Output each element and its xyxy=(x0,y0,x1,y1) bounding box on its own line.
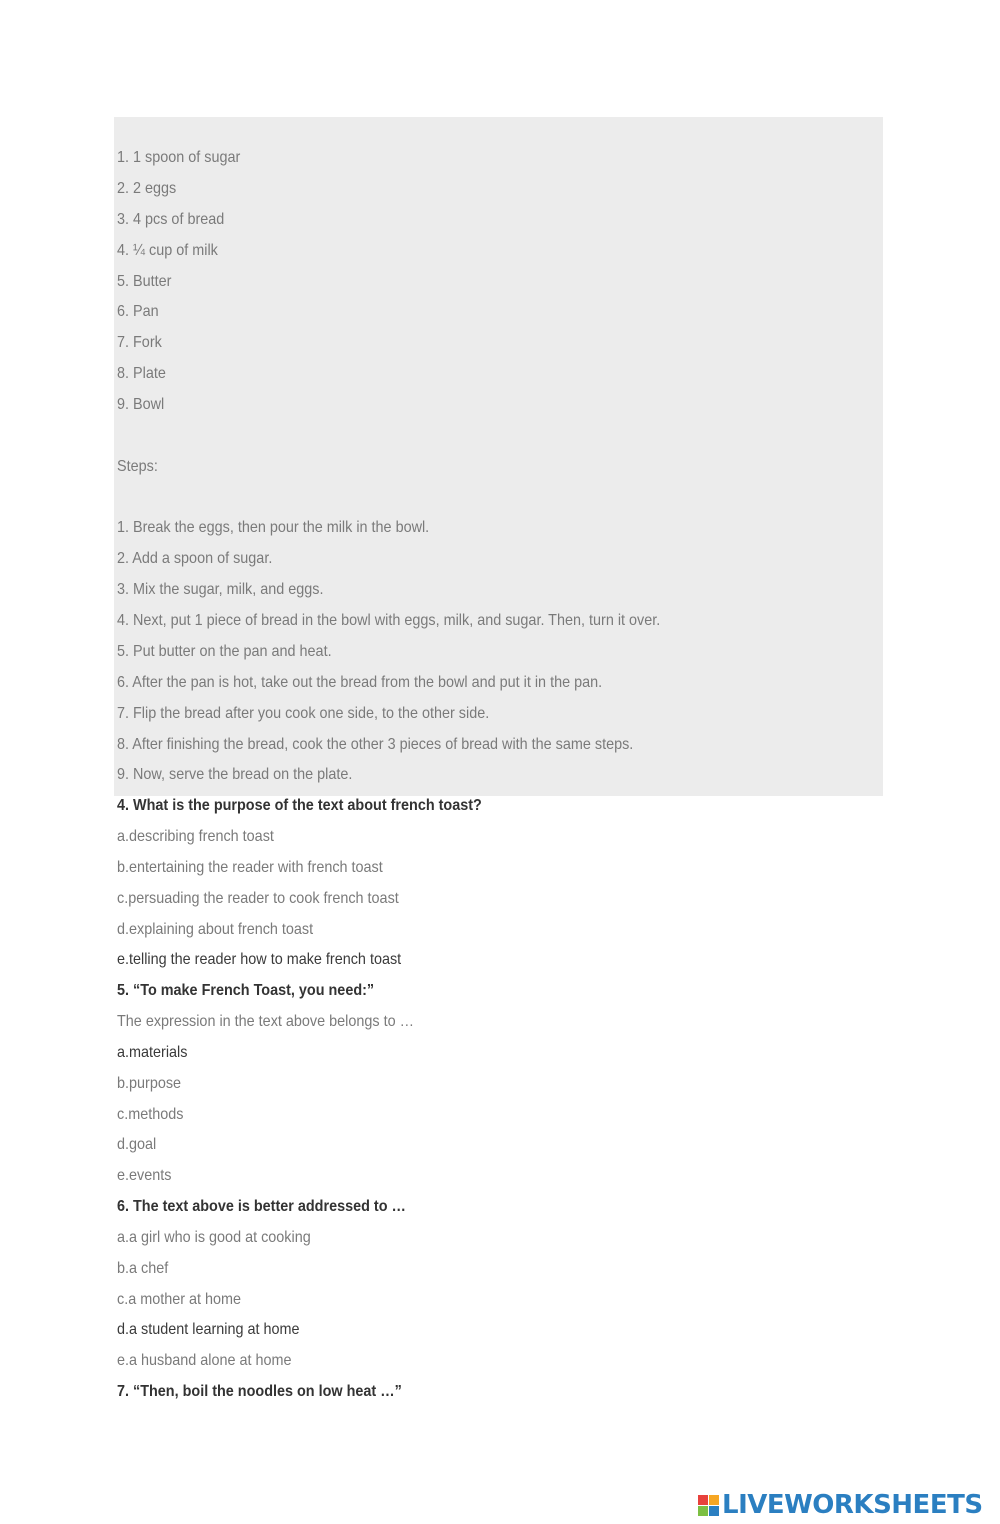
recipe-text-box xyxy=(114,117,883,796)
step-item: 2. Add a spoon of sugar. xyxy=(117,550,273,567)
material-item: 5. Butter xyxy=(117,273,172,290)
question-5-prompt: The expression in the text above belongs to … xyxy=(117,1013,414,1030)
q4-option-e[interactable]: e.telling the reader how to make french toast xyxy=(117,951,402,968)
question-4: 4. What is the purpose of the text about french toast? xyxy=(117,797,482,814)
material-item: 6. Pan xyxy=(117,303,159,320)
q4-option-b[interactable]: b.entertaining the reader with french toast xyxy=(117,859,383,876)
q6-option-a[interactable]: a.a girl who is good at cooking xyxy=(117,1229,311,1246)
q6-option-b[interactable]: b.a chef xyxy=(117,1260,169,1277)
q4-option-d[interactable]: d.explaining about french toast xyxy=(117,921,314,938)
material-item: 3. 4 pcs of bread xyxy=(117,211,225,228)
material-item: 2. 2 eggs xyxy=(117,180,177,197)
logo-block xyxy=(698,1495,708,1505)
question-5: 5. “To make French Toast, you need:” xyxy=(117,982,375,999)
step-item: 3. Mix the sugar, milk, and eggs. xyxy=(117,581,324,598)
q5-option-b[interactable]: b.purpose xyxy=(117,1075,182,1092)
step-item: 1. Break the eggs, then pour the milk in the bowl. xyxy=(117,519,430,536)
logo-block xyxy=(709,1506,719,1516)
step-item: 9. Now, serve the bread on the plate. xyxy=(117,766,353,783)
material-item: 4. ¼ cup of milk xyxy=(117,242,218,259)
q6-option-c[interactable]: c.a mother at home xyxy=(117,1291,242,1308)
q6-option-e[interactable]: e.a husband alone at home xyxy=(117,1352,292,1369)
step-item: 8. After finishing the bread, cook the other 3 pieces of bread with the same steps. xyxy=(117,736,634,753)
logo-mark-icon xyxy=(698,1495,719,1516)
q5-option-e[interactable]: e.events xyxy=(117,1167,172,1184)
q6-option-d[interactable]: d.a student learning at home xyxy=(117,1321,300,1338)
logo-block xyxy=(698,1506,708,1516)
material-item: 8. Plate xyxy=(117,365,166,382)
material-item: 7. Fork xyxy=(117,334,162,351)
liveworksheets-logo xyxy=(698,1490,983,1520)
question-7: 7. “Then, boil the noodles on low heat …” xyxy=(117,1383,402,1400)
q4-option-c[interactable]: c.persuading the reader to cook french toast xyxy=(117,890,399,907)
step-item: 5. Put butter on the pan and heat. xyxy=(117,643,332,660)
logo-block xyxy=(709,1495,719,1505)
step-item: 4. Next, put 1 piece of bread in the bowl with eggs, milk, and sugar. Then, turn it over. xyxy=(117,612,661,629)
step-item: 7. Flip the bread after you cook one side, to the other side. xyxy=(117,705,490,722)
q5-option-d[interactable]: d.goal xyxy=(117,1136,157,1153)
q5-option-c[interactable]: c.methods xyxy=(117,1106,184,1123)
q4-option-a[interactable]: a.describing french toast xyxy=(117,828,274,845)
question-6: 6. The text above is better addressed to … xyxy=(117,1198,406,1215)
step-item: 6. After the pan is hot, take out the bread from the bowl and put it in the pan. xyxy=(117,674,603,691)
steps-heading: Steps: xyxy=(117,458,158,475)
material-item: 9. Bowl xyxy=(117,396,165,413)
q5-option-a[interactable]: a.materials xyxy=(117,1044,188,1061)
material-item: 1. 1 spoon of sugar xyxy=(117,149,241,166)
logo-text: LIVEWORKSHEETS xyxy=(722,1490,983,1520)
